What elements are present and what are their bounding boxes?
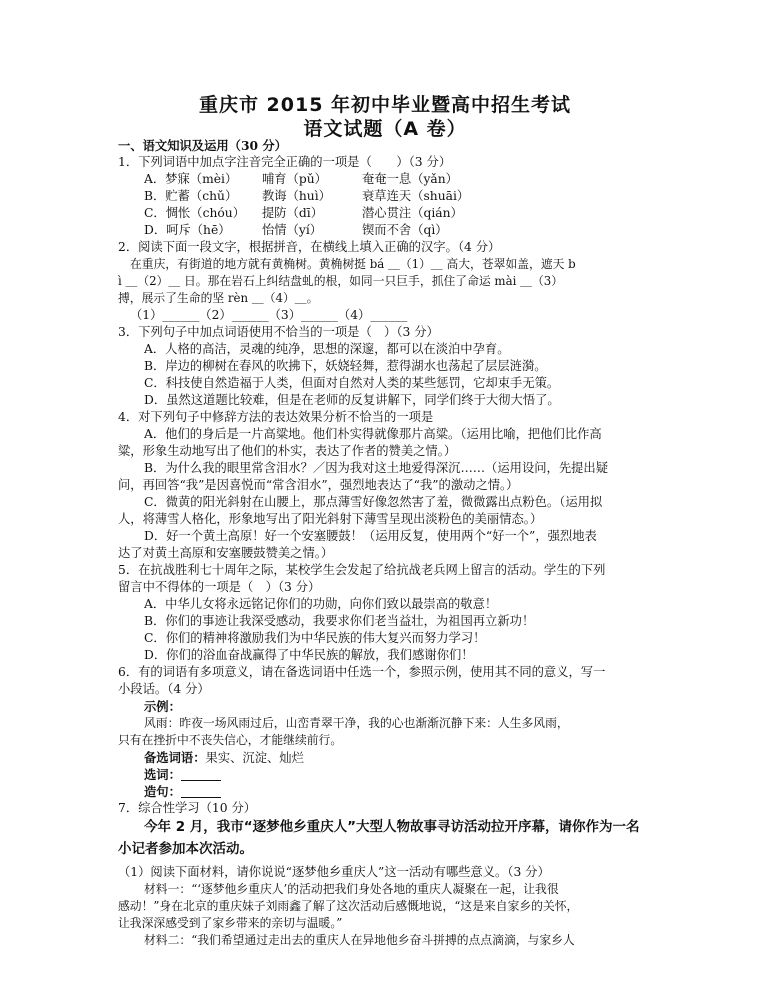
q5-option-a: A．中华儿女将永远铭记你们的功勋，向你们致以最崇高的敬意！ xyxy=(144,597,498,611)
q1-stem: 1．下列词语中加点字注音完全正确的一项是（ ）（3 分） xyxy=(118,155,452,169)
q1-option-c xyxy=(144,205,522,222)
q5-stem-line1: 5．在抗战胜利七十周年之际，某校学生会发起了给抗战老兵网上留言的活动。学生的下列 xyxy=(118,563,606,577)
q6-candidates xyxy=(144,749,684,767)
q1-d-word3: 锲而不舍（qì） xyxy=(362,223,448,237)
q1-d-word1: D．呵斥（hē） xyxy=(144,223,231,237)
q1-d-word2: 怡情（yí） xyxy=(262,223,323,237)
q2-stem: 2．阅读下面一段文字，根据拼音，在横线上填入正确的汉字。（4 分） xyxy=(118,240,501,254)
q6-stem-line2: 小段话。（4 分） xyxy=(118,682,210,696)
exam-title: 重庆市 2015 年初中毕业暨高中招生考试 xyxy=(198,94,572,116)
q3-option-d: D．虽然这道题比较难，但是在老师的反复讲解下，同学们终于大彻大悟了。 xyxy=(144,393,560,407)
q1-a-word3: 奄奄一息（yǎn） xyxy=(362,172,458,186)
q7-stem: 7．综合性学习（10 分） xyxy=(118,801,257,815)
q3-option-c: C．科技使自然造福于人类，但面对自然对人类的某些惩罚，它却束手无策。 xyxy=(144,376,560,390)
q1-option-b xyxy=(144,188,522,205)
q6-stem-line1: 6．有的词语有多项意义，请在备选词语中任选一个，参照示例，使用其不同的意义，写一 xyxy=(118,665,606,679)
q7-sub1: （1）阅读下面材料，请你说说“逐梦他乡重庆人”这一活动有哪些意义。（3 分） xyxy=(118,865,550,879)
q6-candidates-words: 果实、沉淀、灿烂 xyxy=(205,751,304,765)
q3-stem: 3．下列句子中加点词语使用不恰当的一项是（ ）（3 分） xyxy=(118,325,439,339)
q4-line-3: B．为什么我的眼里常含泪水？／因为我对这土地爱得深沉……（运用设问，先提出疑 xyxy=(144,461,609,475)
q1-c-word2: 提防（dī） xyxy=(262,206,323,220)
q5-option-b: B．你们的事迹让我深受感动，我要求你们老当益壮，为祖国再立新功！ xyxy=(144,614,535,628)
q4-line-5: C．微黄的阳光斜射在山腰上，那点薄雪好像忽然害了羞，微微露出点粉色。（运用拟 xyxy=(144,495,603,509)
q6-pick-label: 选词： xyxy=(144,767,181,782)
q4-line-7: D．好一个黄土高原！好一个安塞腰鼓！（运用反复，使用两个“好一个”，强烈地表 xyxy=(144,529,597,543)
q6-pick-blank[interactable] xyxy=(181,768,221,781)
q1-a-word1: A．梦寐（mèi） xyxy=(144,172,238,186)
q6-example-line1: 风雨：昨夜一场风雨过后，山峦青翠干净，我的心也渐渐沉静下来：人生多风雨， xyxy=(144,716,569,730)
q4-stem: 4．对下列句子中修辞方法的表达效果分析不恰当的一项是 xyxy=(118,410,434,424)
q6-example-label: 示例： xyxy=(144,699,181,714)
q5-option-c: C．你们的精神将激励我们为中华民族的伟大复兴而努力学习！ xyxy=(144,631,486,645)
q1-c-word3: 潜心贯注（qián） xyxy=(362,206,463,220)
q1-b-word3: 衰草连天（shuāi） xyxy=(362,189,470,203)
q4-line-1: A．他们的身后是一片高粱地。他们朴实得就像那片高粱。（运用比喻，把他们比作高 xyxy=(144,427,602,441)
q4-line-2: 粱，形象生动地写出了他们的朴实，表达了作者的赞美之情。） xyxy=(118,444,457,458)
q7-intro-line1: 今年 2 月，我市“逐梦他乡重庆人”大型人物故事寻访活动拉开序幕，请你作为一名 xyxy=(144,819,640,835)
q1-b-word2: 教诲（huì） xyxy=(262,189,331,203)
q3-option-b: B．岸边的柳树在春风的吹拂下，妖娆轻舞，惹得湖水也荡起了层层涟漪。 xyxy=(144,359,547,373)
q1-a-word2: 哺育（pǔ） xyxy=(262,172,327,186)
q6-pick-row xyxy=(144,766,684,784)
q6-example-line2: 只有在挫折中不丧失信心，才能继续前行。 xyxy=(118,733,343,747)
q1-option-d xyxy=(144,222,522,239)
q1-option-a xyxy=(144,171,522,188)
q7-material2-line1: 材料二：“我们希望通过走出去的重庆人在异地他乡奋斗拼搏的点点滴滴，与家乡人 xyxy=(144,933,575,947)
q6-candidates-label: 备选词语： xyxy=(144,750,206,765)
q6-sentence-label: 造句： xyxy=(144,784,181,799)
q4-line-4: 问，再回答“我”是因喜悦而“常含泪水”，强烈地表达了“我”的激动之情。） xyxy=(118,478,519,492)
q1-c-word1: C．惆怅（chóu） xyxy=(144,206,246,220)
q7-intro-line2: 小记者参加本次活动。 xyxy=(118,841,253,857)
q5-stem-line2: 留言中不得体的一项是（ ）（3 分） xyxy=(118,580,321,594)
exam-subtitle: 语文试题（A 卷） xyxy=(303,118,467,140)
q4-line-8: 达了对黄土高原和安塞腰鼓赞美之情。） xyxy=(118,546,334,560)
q3-option-a: A．人格的高洁，灵魂的纯净，思想的深邃，都可以在淡泊中孕育。 xyxy=(144,342,510,356)
section-heading: 一、语文知识及运用（30 分） xyxy=(118,138,287,153)
q2-passage-line2: ì ＿（2）＿ 日。那在岩石上纠结盘虬的根，如同一只巨手，抓住了命运 mài ＿（3） xyxy=(118,274,564,288)
q5-option-d: D．你们的浴血奋战赢得了中华民族的解放，我们感谢你们！ xyxy=(144,648,474,662)
q6-sentence-row xyxy=(144,783,684,801)
q7-material1-line1: 材料一：“‘逐梦他乡重庆人’的活动把我们身处各地的重庆人凝聚在一起，让我很 xyxy=(144,882,559,896)
q4-line-6: 人，将薄雪人格化，形象地写出了阳光斜射下薄雪呈现出淡粉色的美丽情态。） xyxy=(118,512,543,526)
q2-passage-line3: 搏，展示了生命的坚 rèn ＿（4）＿。 xyxy=(118,291,319,305)
q7-material1-line3: 让我深深感受到了家乡带来的亲切与温暖。” xyxy=(118,916,343,930)
q2-passage-line1: 在重庆，有街道的地方就有黄桷树。黄桷树挺 bá ＿（1）＿ 高大，苍翠如盖，遮天 b xyxy=(130,257,576,271)
q2-answer-blanks[interactable]: （1）______（2）______（3）______（4）______ xyxy=(130,308,408,322)
q7-material1-line2: 感动！”身在北京的重庆妹子刘雨鑫了解了这次活动后感慨地说，“这是来自家乡的关怀， xyxy=(118,899,579,913)
q6-sentence-blank[interactable] xyxy=(181,785,221,798)
q1-b-word1: B．贮蓄（chǔ） xyxy=(144,189,238,203)
